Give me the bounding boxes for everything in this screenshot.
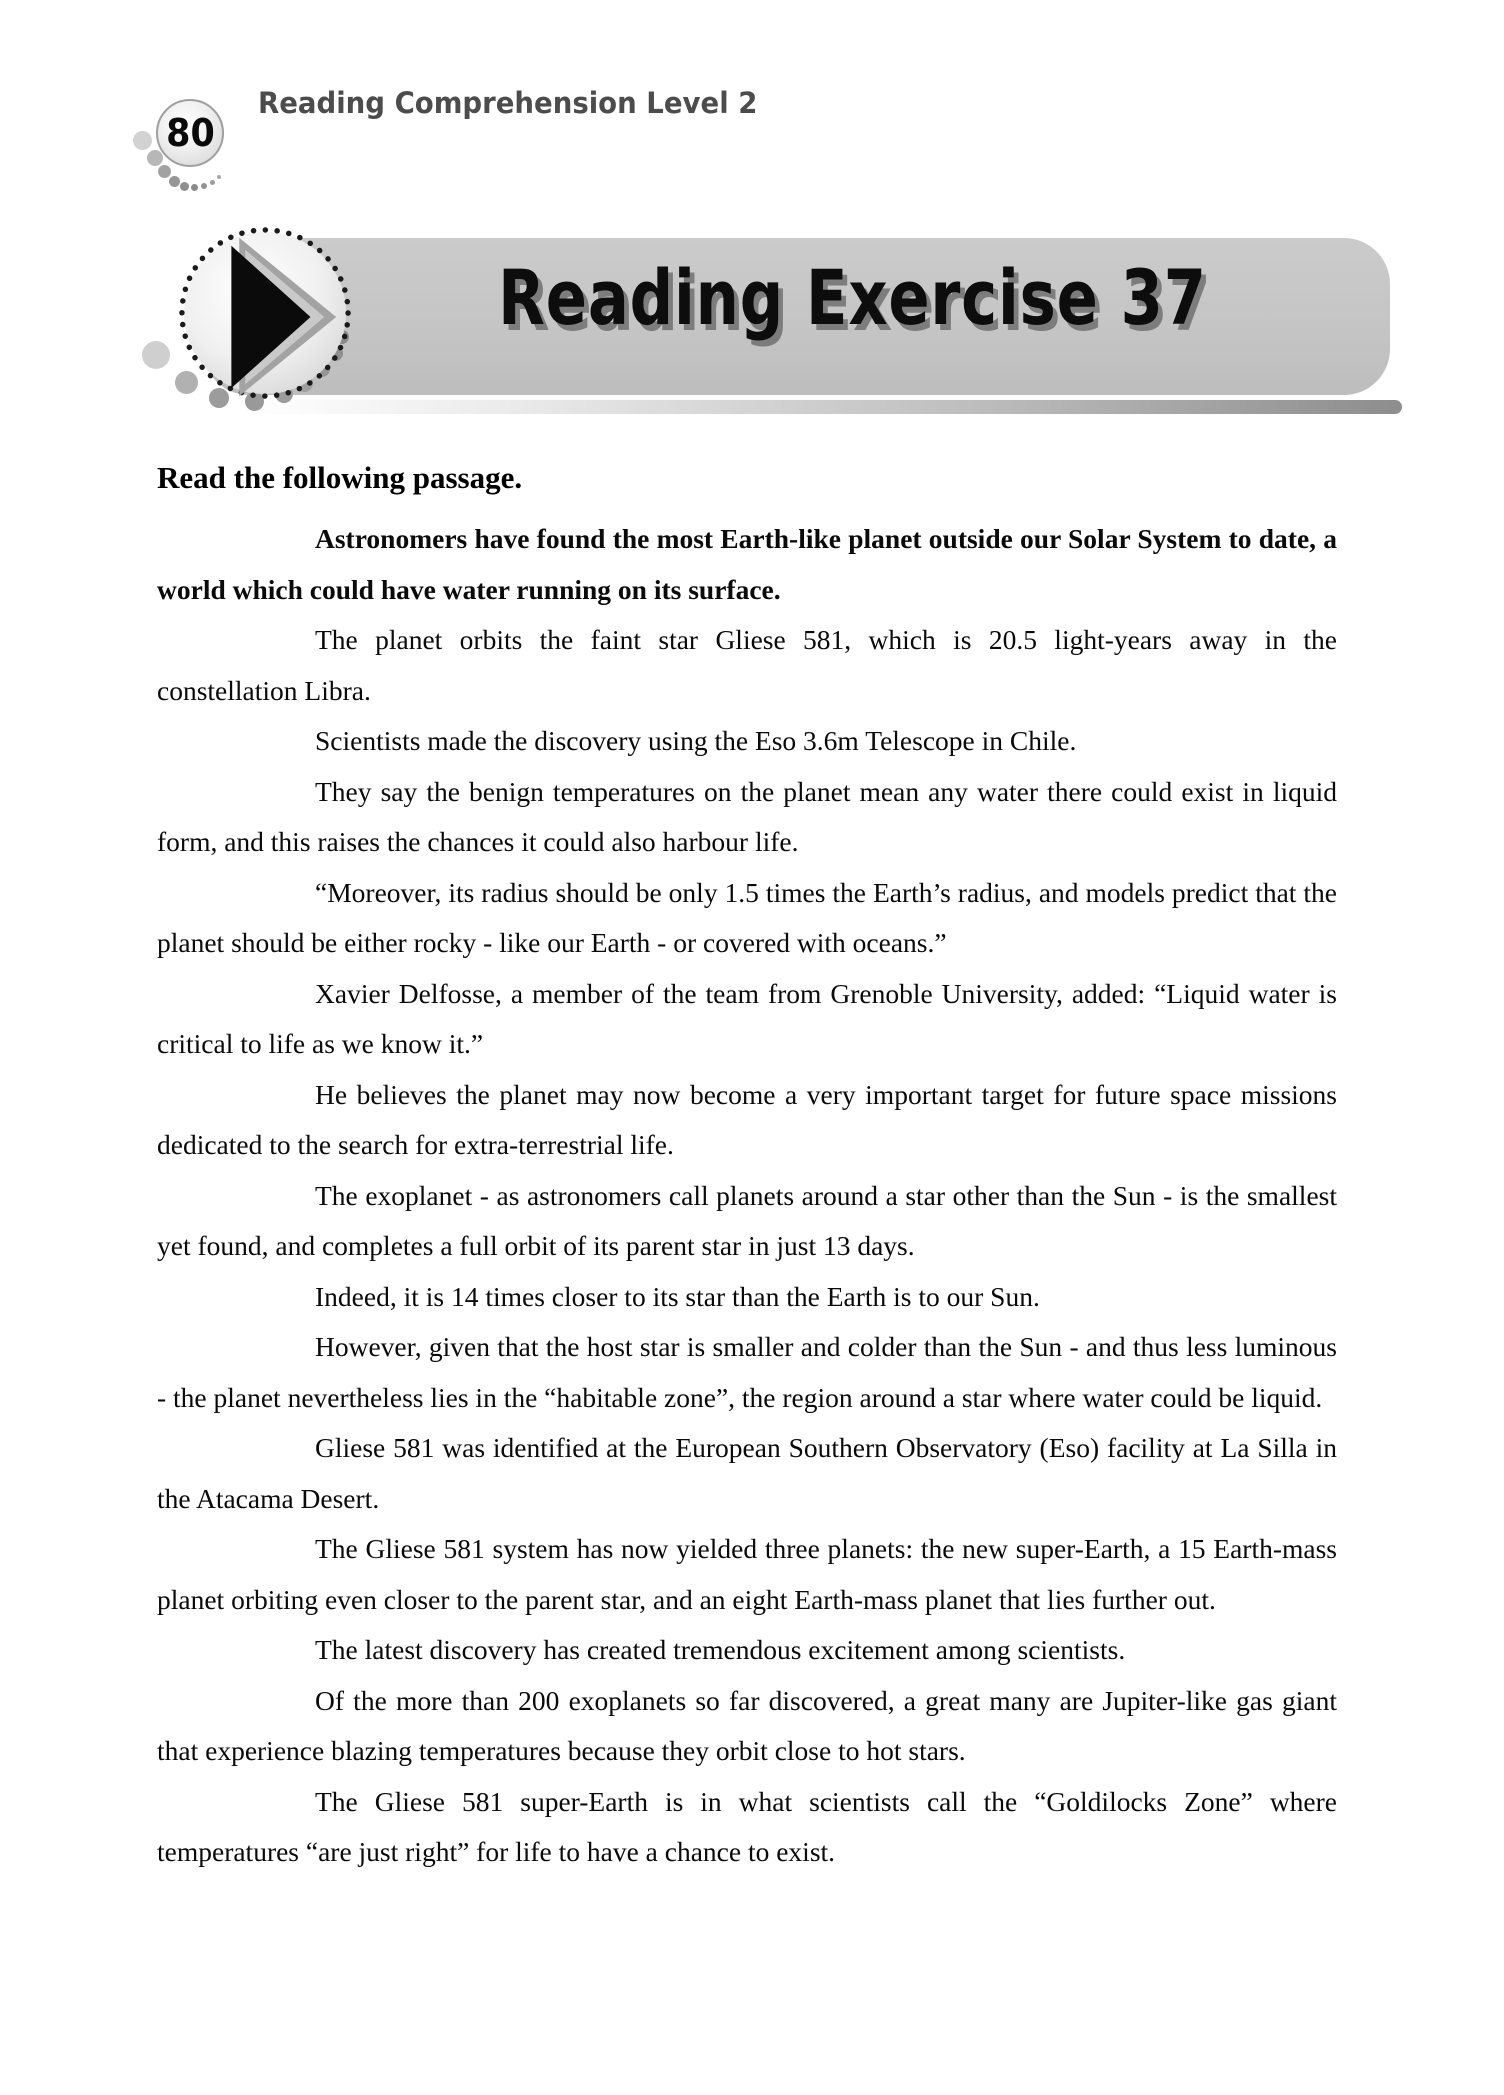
passage-paragraph: Indeed, it is 14 times closer to its star than the Earth is to our Sun. [315,1280,1040,1312]
instruction-heading: Read the following passage. [157,460,523,495]
passage-paragraph: Gliese 581 was identified at the European Southern Observatory (Eso) facility at La Silla in the Atacama Desert. [157,1432,1337,1514]
header-title: Reading Comprehension Level 2 [258,86,758,120]
decorative-dot [147,150,163,166]
passage-paragraph: Of the more than 200 exoplanets so far discovered, a great many are Jupiter-like gas giant that experience blazing temperatures because they orbit close to hot stars. [157,1684,1337,1766]
decorative-dot [133,131,152,150]
passage-paragraph: He believes the planet may now become a very important target for future space missions dedicated to the search for extra-terrestrial life. [157,1078,1337,1160]
passage-paragraph: The planet orbits the faint star Gliese 581, which is 20.5 light-years away in the constellation Libra. [157,624,1337,706]
decorative-dot [217,175,221,179]
decorative-dot [210,180,215,185]
passage [157,514,1337,1878]
passage-paragraph: The Gliese 581 system has now yielded three planets: the new super-Earth, a 15 Earth-mass planet orbiting even closer to the parent star, and an eight Earth-mass planet that lies further out. [157,1533,1337,1615]
decorative-dot [191,184,198,191]
passage-paragraph: The latest discovery has created tremendous excitement among scientists. [315,1634,1126,1665]
exercise-title: Reading Exercise 37 [498,253,1207,342]
passage-paragraph: Astronomers have found the most Earth-like planet outside our Solar System to date, a world which could have water running on its surface. [157,523,1337,605]
page-number: 80 [165,111,215,155]
passage-paragraph: “Moreover, its radius should be only 1.5 times the Earth’s radius, and models predict that the planet should be either rocky - like our Earth - or covered with oceans.” [157,876,1337,958]
passage-paragraph: Xavier Delfosse, a member of the team from Grenoble University, added: “Liquid water is critical to life as we know it.” [157,977,1337,1059]
decorative-dot [180,182,189,191]
decorative-dot [201,183,207,189]
passage-paragraph: However, given that the host star is smaller and colder than the Sun - and thus less luminous - the planet nevertheless lies in the “habitable zone”, the region around a star where water could be liquid. [157,1331,1337,1413]
passage-section [157,458,1337,1878]
banner-underline [240,400,1402,414]
decorative-dot [142,341,170,369]
passage-paragraph: Scientists made the discovery using the Eso 3.6m Telescope in Chile. [315,725,1077,756]
passage-paragraph: The exoplanet - as astronomers call planets around a star other than the Sun - is the smallest yet found, and completes a full orbit of its parent star in just 13 days. [157,1179,1337,1261]
page-number-badge [156,99,224,167]
passage-paragraph: They say the benign temperatures on the planet mean any water there could exist in liquid form, and this raises the chances it could also harbour life. [157,775,1337,857]
play-icon [176,224,354,402]
passage-paragraph: The Gliese 581 super-Earth is in what scientists call the “Goldilocks Zone” where temperatures “are just right” for life to have a chance to exist. [157,1785,1337,1867]
decorative-dot [158,165,171,178]
decorative-dot [169,176,180,187]
